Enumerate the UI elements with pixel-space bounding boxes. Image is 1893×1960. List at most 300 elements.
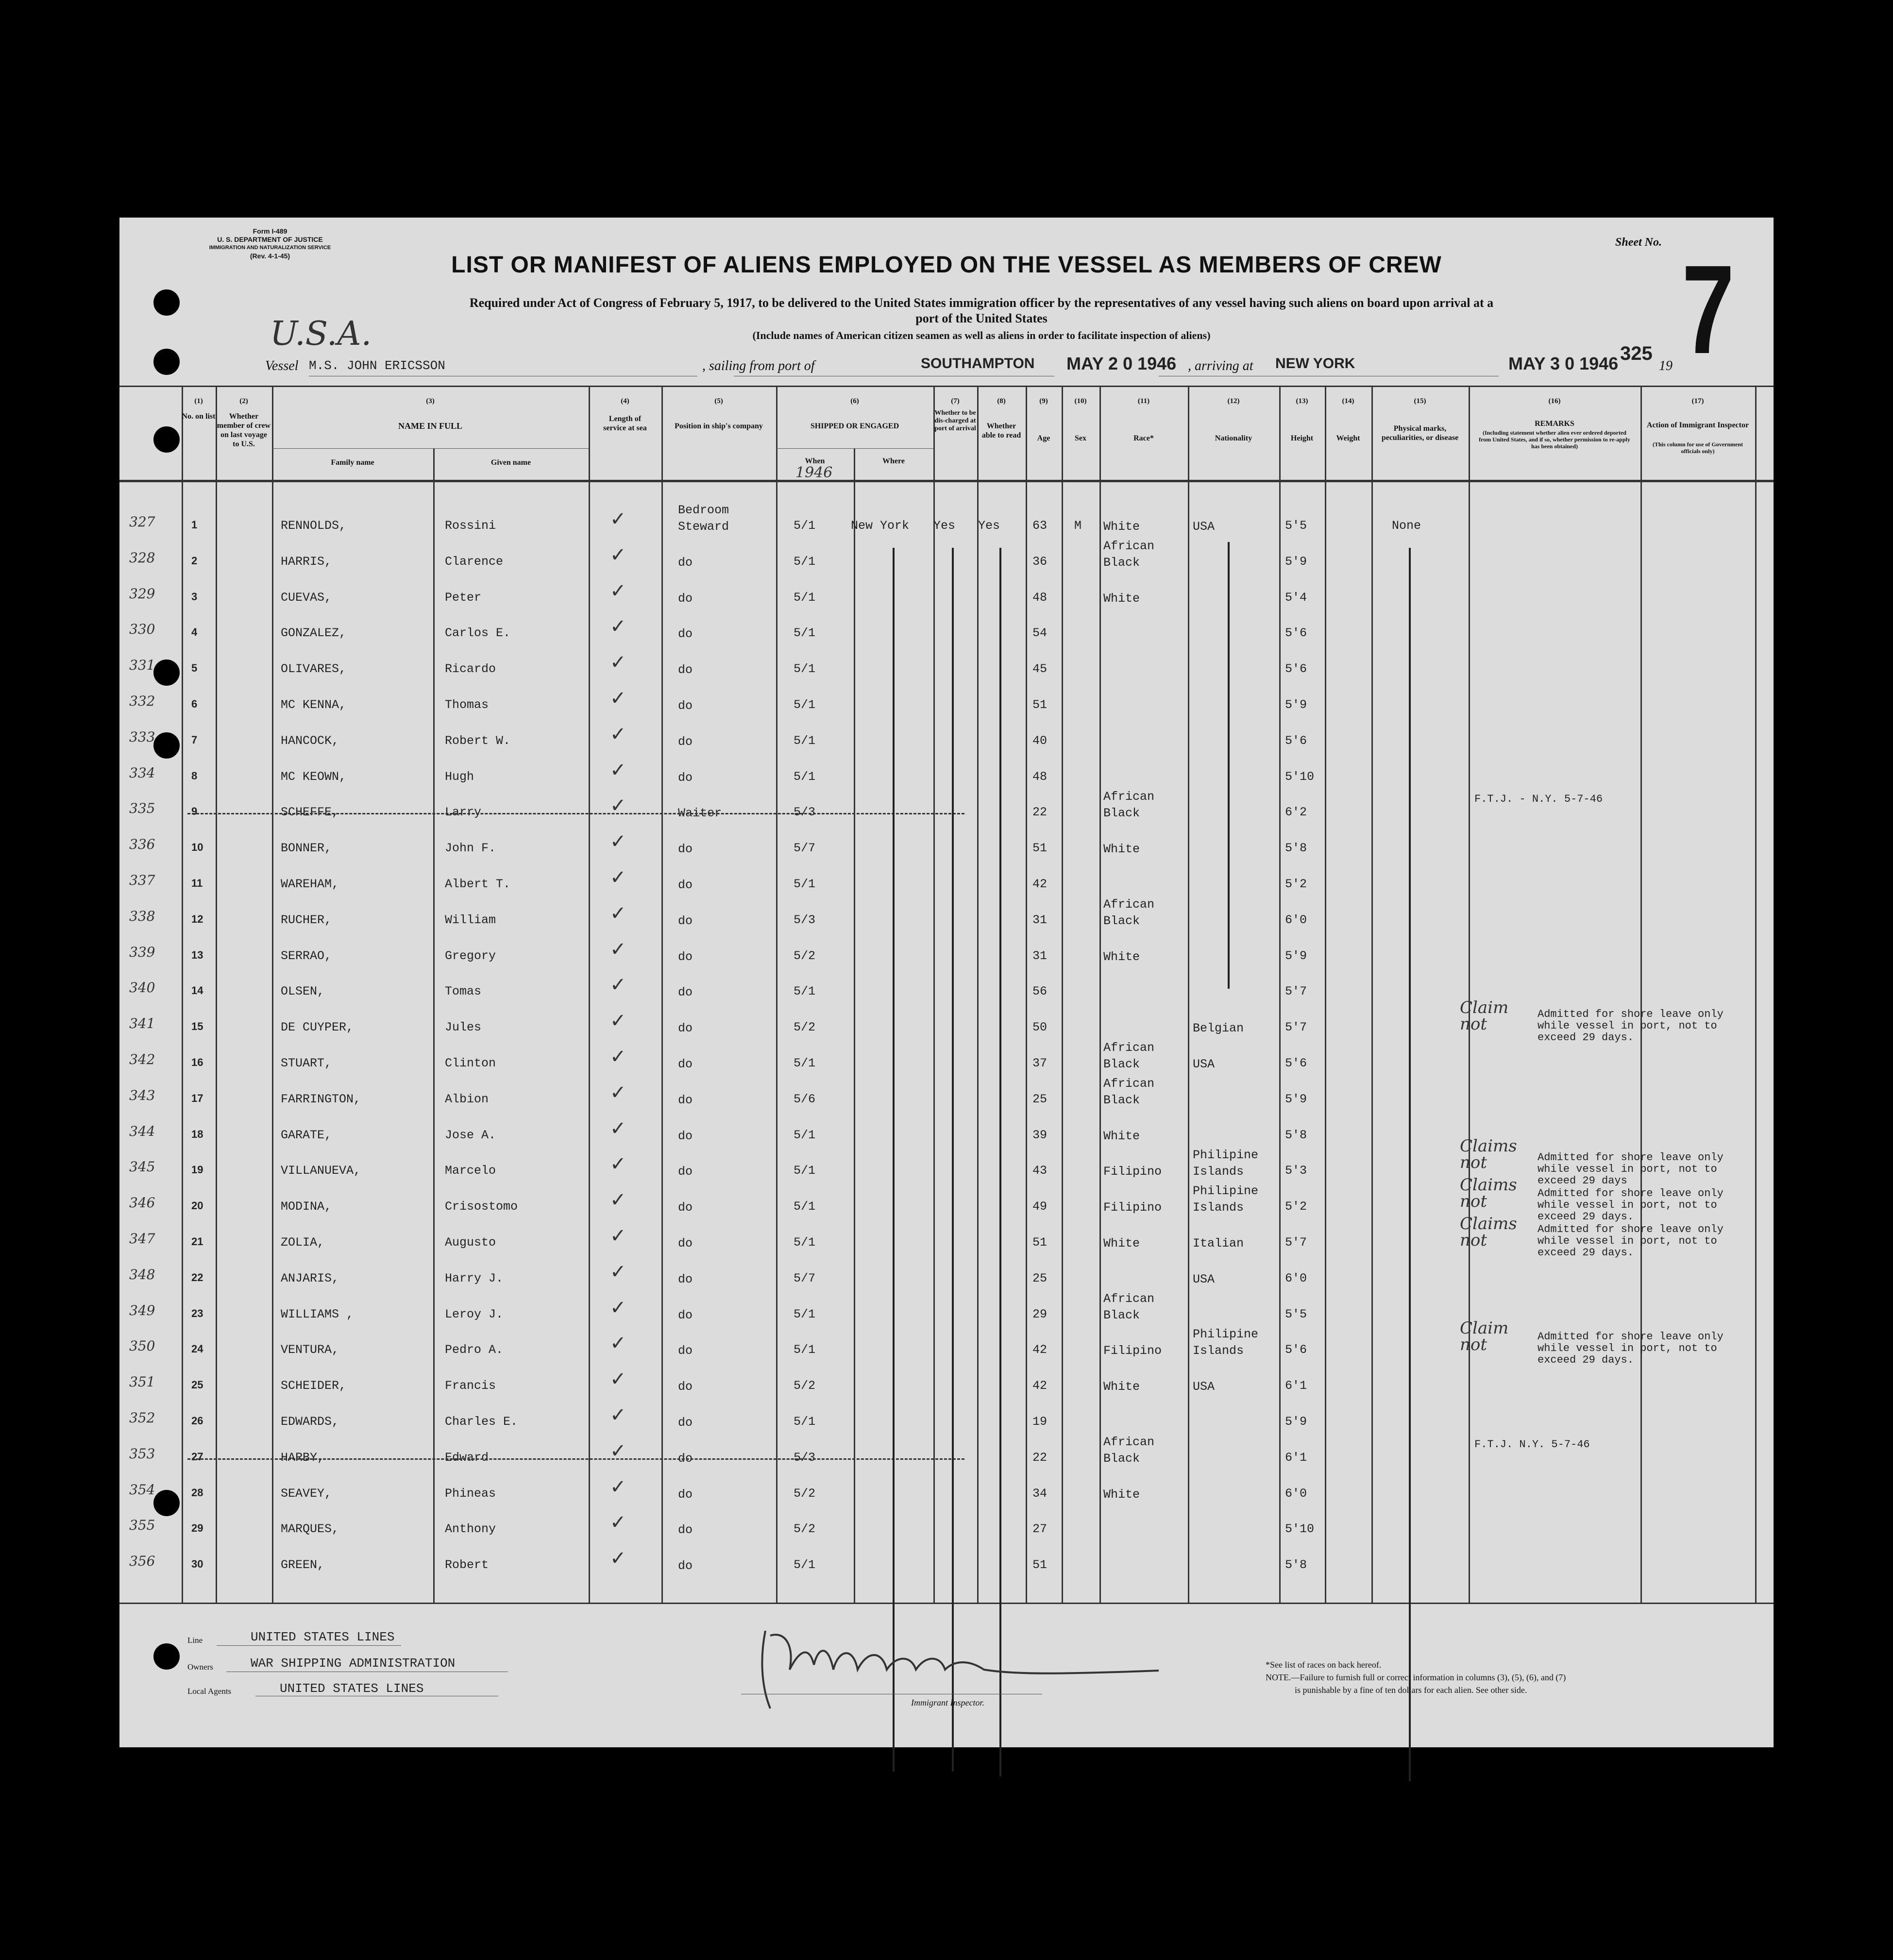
position: do (678, 914, 693, 928)
service-check-icon: ✓ (610, 1261, 626, 1283)
given-name: Robert W. (445, 734, 511, 748)
given-name: Albion (445, 1092, 489, 1106)
given-name: Augusto (445, 1235, 496, 1250)
race: Filipino (1103, 1165, 1162, 1179)
shipped-when: 5/1 (794, 698, 816, 712)
col13-header: Height (1290, 434, 1314, 442)
required-line-1: Required under Act of Congress of February 5, 1917, to be delivered to the United States immigration officer by the representatives of any vessel having such aliens on board upon arrival at a (469, 296, 1494, 310)
col4-header: Length of service at sea (603, 415, 647, 432)
margin-number: 336 (129, 836, 155, 852)
height: 5'7 (1285, 1235, 1307, 1250)
position: do (678, 1559, 693, 1573)
col8-number: (8) (997, 397, 1006, 405)
service-check-icon: ✓ (610, 544, 626, 566)
given-name: Robert (445, 1558, 489, 1572)
height: 6'0 (1285, 913, 1307, 927)
height: 5'6 (1285, 626, 1307, 640)
service-check-icon: ✓ (610, 759, 626, 781)
service-check-icon: ✓ (610, 1440, 626, 1462)
service-check-icon: ✓ (610, 1547, 626, 1570)
row-number: 11 (191, 877, 203, 889)
column-rule (272, 386, 273, 1603)
age: 48 (1032, 591, 1048, 605)
remarks: F.T.J. N.Y. 5-7-46 (1474, 1438, 1590, 1451)
column-rule (433, 448, 435, 1603)
height: 5'10 (1285, 770, 1315, 784)
nationality: Italian (1193, 1236, 1244, 1250)
service-check-icon: ✓ (610, 1117, 626, 1140)
age: 40 (1032, 734, 1048, 748)
row-number: 27 (191, 1451, 203, 1463)
age: 29 (1032, 1307, 1048, 1321)
col10-header: Sex (1075, 434, 1086, 442)
form-number: Form I-489 (253, 227, 287, 235)
shipped-when: 5/1 (794, 1200, 816, 1214)
service-check-icon: ✓ (610, 794, 626, 817)
shipped-when: 5/3 (794, 805, 816, 819)
family-name: SERRAO, (281, 949, 332, 963)
margin-number: 356 (129, 1553, 155, 1569)
col1-number: (1) (194, 397, 203, 405)
race: White (1103, 1380, 1140, 1394)
height: 5'7 (1285, 1020, 1307, 1034)
height: 5'9 (1285, 698, 1307, 712)
table-top-rule (119, 386, 1774, 387)
age: 37 (1032, 1056, 1048, 1070)
family-name: WILLIAMS , (281, 1307, 354, 1321)
age: 45 (1032, 662, 1048, 676)
shipped-where: New York (851, 519, 910, 533)
shipped-when: 5/7 (794, 841, 816, 855)
given-name: Phineas (445, 1487, 496, 1501)
col16-header: REMARKS (1535, 420, 1574, 428)
given-name: Albert T. (445, 877, 511, 891)
column-rule (1469, 386, 1470, 1603)
col16-number: (16) (1548, 397, 1561, 405)
family-name: MARQUES, (281, 1522, 339, 1536)
column-rule (933, 386, 935, 1603)
service-check-icon: ✓ (610, 508, 626, 530)
include-note: (Include names of American citizen seamen as well as aliens in order to facilitate inspection of aliens) (752, 329, 1211, 341)
fine-note: NOTE.—Failure to furnish full or correct information in columns (3), (5), (6), and (7) (1266, 1673, 1566, 1682)
sheet-label: Sheet No. (1615, 236, 1662, 249)
margin-number: 355 (129, 1517, 155, 1533)
margin-number: 341 (129, 1015, 155, 1031)
col17-header: Action of Immigrant Inspector (1646, 421, 1749, 429)
race: White (1103, 950, 1140, 964)
row-number: 3 (191, 591, 198, 603)
given-name: Francis (445, 1379, 496, 1393)
col5-number: (5) (714, 397, 723, 405)
height: 5'2 (1285, 877, 1307, 891)
col16-subheader: (Including statement whether alien ever ordered deported from United States, and if so, whether permission to re-apply has been obtained) (1479, 429, 1630, 450)
arriving-label: , arriving at (1188, 358, 1253, 373)
page-title: LIST OR MANIFEST OF ALIENS EMPLOYED ON THE VESSEL AS MEMBERS OF CREW (451, 252, 1442, 278)
position: do (678, 1380, 693, 1394)
sailing-label: , sailing from port of (702, 358, 815, 373)
service-check-icon: ✓ (610, 902, 626, 925)
nationality: USA (1193, 1380, 1215, 1394)
family-name: CUEVAS, (281, 591, 332, 605)
shipped-when: 5/2 (794, 1379, 816, 1393)
position: do (678, 878, 693, 892)
column-rule (1026, 386, 1027, 1603)
position: Waiter (678, 806, 722, 820)
col5-header: Position in ship's company (675, 422, 763, 430)
col7-header: Whether to be dis-charged at port of arrival (934, 409, 976, 432)
physical-marks: None (1392, 519, 1421, 533)
margin-number: 352 (129, 1410, 155, 1426)
given-name: Marcelo (445, 1164, 496, 1178)
nationality: Philipine Islands (1193, 1327, 1259, 1358)
given-name: Jose A. (445, 1128, 496, 1142)
age: 25 (1032, 1271, 1048, 1285)
punch-hole (153, 426, 180, 453)
shipped-when: 5/1 (794, 1164, 816, 1178)
family-name: VENTURA, (281, 1343, 339, 1357)
margin-number: 335 (129, 800, 155, 816)
shipped-when: 5/7 (794, 1271, 816, 1285)
line-value: UNITED STATES LINES (251, 1630, 395, 1644)
col15-header: Physical marks, peculiarities, or disease (1381, 424, 1459, 442)
margin-number: 333 (129, 729, 155, 745)
age: 31 (1032, 913, 1048, 927)
height: 5'9 (1285, 555, 1307, 569)
family-name: EDWARDS, (281, 1415, 339, 1429)
agents-label: Local Agents (187, 1687, 232, 1696)
shipped-when: 5/6 (794, 1092, 816, 1106)
service-check-icon: ✓ (610, 1404, 626, 1426)
col1-header: No. on list (182, 412, 216, 421)
age: 51 (1032, 1558, 1048, 1572)
handwritten-country: U.S.A. (270, 315, 372, 353)
col13-number: (13) (1296, 397, 1308, 405)
height: 5'6 (1285, 734, 1307, 748)
position: do (678, 985, 693, 999)
family-name: MODINA, (281, 1200, 332, 1214)
row-number: 30 (191, 1558, 203, 1570)
inspector-label: Immigrant Inspector. (911, 1698, 984, 1707)
service-check-icon: ✓ (610, 615, 626, 638)
shipped-when: 5/2 (794, 1487, 816, 1501)
remarks: F.T.J. - N.Y. 5-7-46 (1474, 793, 1603, 805)
nationality: USA (1193, 1272, 1215, 1286)
shipped-when: 5/3 (794, 913, 816, 927)
race: African Black (1103, 790, 1155, 820)
given-name: Anthony (445, 1522, 496, 1536)
service-check-icon: ✓ (610, 1332, 626, 1354)
col7-number: (7) (951, 397, 960, 405)
age: 34 (1032, 1487, 1048, 1501)
discharged: Yes (933, 519, 956, 533)
service-check-icon: ✓ (610, 938, 626, 961)
age: 51 (1032, 1235, 1048, 1250)
family-name: ZOLIA, (281, 1235, 325, 1250)
age: 31 (1032, 949, 1048, 963)
handwritten-claim-note: Claim not (1460, 998, 1509, 1034)
strikethrough-line (187, 1458, 964, 1460)
position: do (678, 1416, 693, 1430)
row-number: 25 (191, 1379, 203, 1391)
position: do (678, 842, 693, 856)
row-number: 10 (191, 841, 203, 853)
height: 5'9 (1285, 1415, 1307, 1429)
service-check-icon: ✓ (610, 1010, 626, 1032)
service-check-icon: ✓ (610, 1225, 626, 1247)
discharged-ditto-line (952, 548, 954, 1772)
column-rule (589, 386, 590, 1603)
family-name: BONNER, (281, 841, 332, 855)
manifest-sheet (119, 218, 1774, 1747)
column-rule (1755, 386, 1757, 1603)
age: 50 (1032, 1020, 1048, 1034)
col4-number: (4) (621, 397, 629, 405)
position: do (678, 627, 693, 641)
family-name: SEAVEY, (281, 1487, 332, 1501)
sex: M (1074, 519, 1082, 533)
height: 6'0 (1285, 1271, 1307, 1285)
department: U. S. DEPARTMENT OF JUSTICE (217, 236, 323, 243)
row-number: 29 (191, 1522, 203, 1534)
row-number: 5 (191, 662, 198, 674)
remarks: Admitted for shore leave only while vessel in port, not to exceed 29 days. (1538, 1187, 1724, 1223)
row-number: 6 (191, 698, 198, 710)
family-name: GARATE, (281, 1128, 332, 1142)
shipped-when: 5/1 (794, 555, 816, 569)
margin-number: 334 (129, 765, 155, 781)
height: 5'2 (1285, 1200, 1307, 1214)
remarks: Admitted for shore leave only while vessel in port, not to exceed 29 days. (1538, 1008, 1724, 1044)
height: 5'7 (1285, 984, 1307, 998)
race: White (1103, 520, 1140, 534)
height: 5'5 (1285, 519, 1307, 533)
row-number: 24 (191, 1343, 203, 1355)
row-number: 8 (191, 770, 198, 782)
position: do (678, 1487, 693, 1502)
required-line-2: port of the United States (915, 311, 1048, 325)
column-rule (216, 386, 217, 1603)
row-number: 28 (191, 1487, 203, 1499)
shipped-when: 5/1 (794, 1558, 816, 1572)
column-rule (1640, 386, 1642, 1603)
punch-hole (153, 659, 180, 686)
height: 6'0 (1285, 1487, 1307, 1501)
margin-number: 342 (129, 1051, 155, 1067)
col10-number: (10) (1074, 397, 1087, 405)
line-underline (217, 1645, 401, 1646)
position: do (678, 699, 693, 713)
nationality: Belgian (1193, 1021, 1244, 1035)
arrive-date: MAY 3 0 1946 (1508, 354, 1619, 373)
service-check-icon: ✓ (610, 723, 626, 745)
height: 5'8 (1285, 1558, 1307, 1572)
age: 42 (1032, 877, 1048, 891)
age: 36 (1032, 555, 1048, 569)
age: 48 (1032, 770, 1048, 784)
sheet-number: 7 (1682, 239, 1735, 380)
given-name: Hugh (445, 770, 474, 784)
shipped-when: 5/1 (794, 770, 816, 784)
table-header-rule (119, 480, 1774, 482)
height: 5'9 (1285, 1092, 1307, 1106)
col15-number: (15) (1414, 397, 1426, 405)
col12-header: Nationality (1215, 434, 1252, 442)
shipped-when: 5/1 (794, 1415, 816, 1429)
height: 5'6 (1285, 1343, 1307, 1357)
given-name: Clarence (445, 555, 504, 569)
margin-number: 347 (129, 1231, 155, 1247)
nationality: USA (1193, 520, 1215, 534)
row-number: 2 (191, 555, 198, 567)
punch-hole (153, 1643, 180, 1670)
punch-hole (153, 349, 180, 375)
race: Filipino (1103, 1200, 1162, 1215)
position: do (678, 1452, 693, 1466)
handwritten-claim-note: Claim not (1460, 1318, 1509, 1354)
column-rule (776, 386, 777, 1603)
margin-number: 348 (129, 1267, 155, 1283)
family-name: RENNOLDS, (281, 519, 347, 533)
column-rule (854, 448, 855, 1603)
family-name: STUART, (281, 1056, 332, 1070)
row-number: 12 (191, 913, 203, 925)
race: White (1103, 1236, 1140, 1250)
position: do (678, 1308, 693, 1322)
position: do (678, 1344, 693, 1358)
strikethrough-line (187, 813, 964, 814)
margin-number: 343 (129, 1087, 155, 1103)
column-rule (1188, 386, 1189, 1603)
col14-number: (14) (1342, 397, 1354, 405)
col12-number: (12) (1227, 397, 1240, 405)
revision: (Rev. 4-1-45) (250, 252, 290, 260)
col6-header: SHIPPED OR ENGAGED (810, 422, 899, 430)
position: Bedroom Steward (678, 503, 729, 534)
column-rule (182, 386, 183, 1603)
punch-hole (153, 732, 180, 759)
service-check-icon: ✓ (610, 1297, 626, 1319)
remarks: Admitted for shore leave only while vessel in port, not to exceed 29 days. (1538, 1223, 1724, 1259)
age: 22 (1032, 805, 1048, 819)
nationality: Philipine Islands (1193, 1184, 1259, 1215)
service-check-icon: ✓ (610, 687, 626, 710)
height: 5'3 (1285, 1164, 1307, 1178)
shipped-when: 5/2 (794, 949, 816, 963)
column-rule (977, 386, 979, 1603)
vessel-line (265, 354, 1698, 378)
shipped-when: 5/1 (794, 662, 816, 676)
margin-number: 328 (129, 550, 155, 566)
row-number: 1 (191, 519, 198, 531)
service-check-icon: ✓ (610, 580, 626, 602)
owners-value: WAR SHIPPING ADMINISTRATION (251, 1656, 456, 1671)
margin-number: 349 (129, 1302, 155, 1318)
shipped-when: 5/1 (794, 519, 816, 533)
family-name: HARRIS, (281, 555, 332, 569)
margin-number: 329 (129, 586, 155, 602)
height: 5'6 (1285, 1056, 1307, 1070)
shipped-when: 5/1 (794, 1307, 816, 1321)
service-check-icon: ✓ (610, 866, 626, 889)
given-name: Gregory (445, 949, 496, 963)
height: 6'1 (1285, 1379, 1307, 1393)
col9-number: (9) (1039, 397, 1048, 405)
position: do (678, 1236, 693, 1250)
service-check-icon: ✓ (610, 830, 626, 853)
nationality-ditto-line-1 (1228, 542, 1230, 989)
col2-header: Whether member of crew on last voyage to U.S. (217, 412, 271, 448)
port-to: NEW YORK (1275, 355, 1355, 372)
margin-number: 332 (129, 693, 155, 709)
required-notice (192, 295, 1771, 326)
race: White (1103, 842, 1140, 856)
height: 5'8 (1285, 1128, 1307, 1142)
race: African Black (1103, 1292, 1155, 1322)
margin-number: 338 (129, 908, 155, 924)
race: White (1103, 1487, 1140, 1502)
row-number: 7 (191, 734, 198, 746)
given-name: Leroy J. (445, 1307, 504, 1321)
family-name: HARBY, (281, 1451, 325, 1465)
family-name: FARRINGTON, (281, 1092, 361, 1106)
row-number: 23 (191, 1307, 203, 1319)
given-name: Pedro A. (445, 1343, 504, 1357)
shipped-when: 5/1 (794, 734, 816, 748)
given-name: Charles E. (445, 1415, 518, 1429)
given-name: Peter (445, 591, 482, 605)
race: African Black (1103, 539, 1155, 570)
col6-number: (6) (850, 397, 859, 405)
race: African Black (1103, 1041, 1155, 1071)
position: do (678, 1272, 693, 1286)
family-name: OLSEN, (281, 984, 325, 998)
family-name: HANCOCK, (281, 734, 339, 748)
row-number: 18 (191, 1128, 203, 1140)
shipped-when: 5/1 (794, 591, 816, 605)
row-number: 17 (191, 1092, 203, 1104)
position: do (678, 556, 693, 570)
family-name: SCHEIDER, (281, 1379, 347, 1393)
family-name: MC KENNA, (281, 698, 347, 712)
margin-number: 337 (129, 872, 155, 888)
col17-subheader: (This column for use of Government officials only) (1652, 441, 1743, 455)
col9-header: Age (1037, 434, 1050, 442)
service-check-icon: ✓ (610, 1476, 626, 1498)
position: do (678, 771, 693, 785)
shipped-when: 5/1 (794, 1056, 816, 1070)
family-name: MC KEOWN, (281, 770, 347, 784)
given-name: Tomas (445, 984, 482, 998)
handwritten-claim-note: Claims not (1460, 1175, 1517, 1211)
col17-number: (17) (1691, 397, 1704, 405)
given-name: Ricardo (445, 662, 496, 676)
age: 39 (1032, 1128, 1048, 1142)
col3-number: (3) (426, 397, 435, 405)
height: 5'4 (1285, 591, 1307, 605)
able-to-read: Yes (978, 519, 1000, 533)
position: do (678, 1021, 693, 1035)
age: 22 (1032, 1451, 1048, 1465)
read-ditto-line (999, 548, 1001, 1776)
port-from: SOUTHAMPTON (921, 355, 1035, 372)
shipped-when: 5/1 (794, 984, 816, 998)
punch-hole (153, 289, 180, 316)
height: 5'10 (1285, 1522, 1315, 1536)
punch-hole (153, 1490, 180, 1516)
height: 6'1 (1285, 1451, 1307, 1465)
position: do (678, 1523, 693, 1537)
race: White (1103, 591, 1140, 606)
